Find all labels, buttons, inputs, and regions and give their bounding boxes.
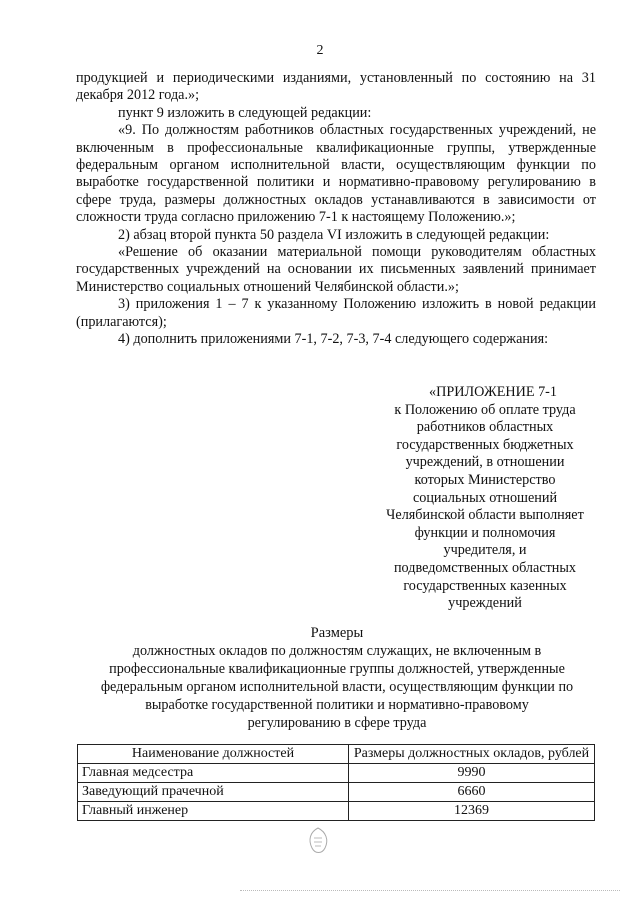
appendix-line: Челябинской области выполняет [386,507,584,524]
paragraph: продукцией и периодическими изданиями, установленный по состоянию на 31 декабря 2012 года.»; [76,70,596,104]
title-line: регулированию в сфере труда [247,715,427,731]
appendix-line: учредителя, и [443,542,527,559]
title-block [80,624,594,732]
title-line: профессиональные квалификационные группы должностей, утвержденные [109,661,565,677]
appendix-line: государственных бюджетных [396,436,574,453]
appendix-lines [376,402,594,613]
table-row [78,764,595,783]
table-header-salary: Размеры должностных окладов, рублей [349,745,595,764]
paragraph: пункт 9 изложить в следующей редакции: [118,104,372,121]
paragraph: «Решение об оказании материальной помощи руководителям областных государственных учреждений на основании их письменных заявлений принимает Министерство социальных отношений Челябинской области.»; [76,244,596,295]
table-body [78,764,595,821]
table-row [78,802,595,821]
appendix-line: функции и полномочия [414,524,556,541]
salary-cell: 6660 [349,783,595,802]
position-name-cell: Главный инженер [78,802,349,821]
appendix-header [376,384,594,613]
stamp-mark [306,826,330,856]
salary-table [77,744,595,821]
paragraph: 2) абзац второй пункта 50 раздела VI изложить в следующей редакции: [118,226,550,243]
table-header-position: Наименование должностей [78,745,349,764]
appendix-heading: «ПРИЛОЖЕНИЕ 7-1 [429,384,557,400]
appendix-line: подведомственных областных [393,559,577,576]
salary-cell: 9990 [349,764,595,783]
appendix-line: работников областных [416,419,554,436]
salary-cell: 12369 [349,802,595,821]
appendix-line: социальных отношений [412,489,558,506]
bottom-edge-marks [240,890,620,895]
table-row [78,783,595,802]
title-lines [80,642,594,732]
appendix-line: которых Министерство [414,471,556,488]
title-heading: Размеры [310,625,364,641]
table-header-row [78,745,595,764]
title-line: выработке государственной политики и нормативно-правовому [145,697,529,713]
position-name-cell: Заведующий прачечной [78,783,349,802]
appendix-line: государственных казенных [403,577,567,594]
paragraph: 3) приложения 1 – 7 к указанному Положению изложить в новой редакции (прилагаются); [76,296,596,330]
position-name-cell: Главная медсестра [78,764,349,783]
page-number: 2 [316,43,324,58]
appendix-line: учреждений [448,595,522,612]
title-line: должностных окладов по должностям служащих, не включенным в [132,643,542,659]
paragraph: 4) дополнить приложениями 7-1, 7-2, 7-3, 7-4 следующего содержания: [118,331,549,348]
title-line: федеральным органом исполнительной власти, осуществляющим функции по [100,679,574,695]
body-text [76,70,596,349]
paragraph: «9. По должностям работников областных государственных учреждений, не включенным в профессиональные квалификационные группы, утвержденные федеральным органом исполнительной власти, осуществляющим функции по выработке государственной политики и нормативно-правовому регулированию в сфере труда, размеры должностных окладов устанавливаются в зависимости от сложности труда согласно приложению 7-1 к настоящему Положению.»; [76,122,596,226]
appendix-line: к Положению об оплате труда [394,401,576,418]
appendix-line: учреждений, в отношении [405,454,565,471]
